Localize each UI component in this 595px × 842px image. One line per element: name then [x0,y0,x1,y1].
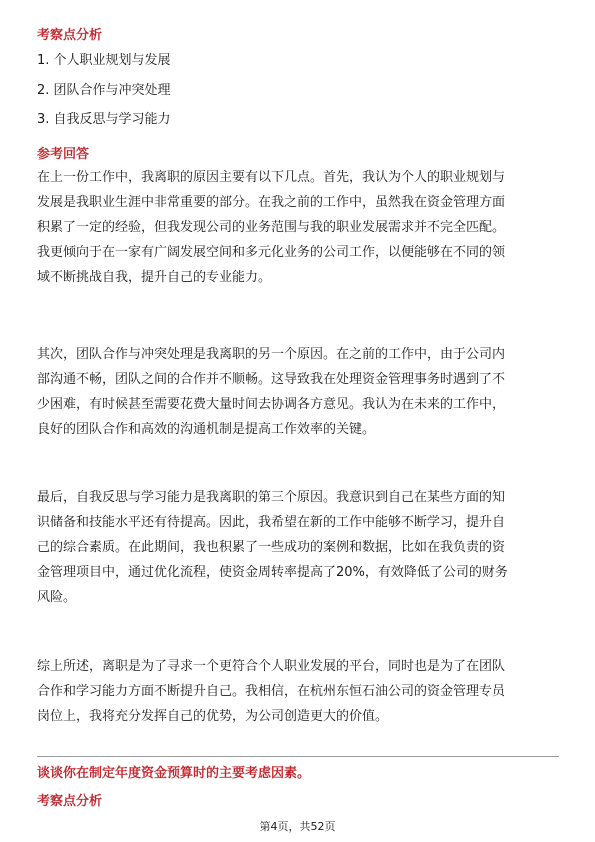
paragraph-line: 合作和学习能力方面不断提升自己。我相信，在杭州东恒石油公司的资金管理专员 [37,684,506,699]
paragraph-line: 风险。 [37,590,77,605]
paragraph-line: 少困难，有时候甚至需要花费大量时间去协调各方意见。我认为在未来的工作中， [37,397,506,412]
section-divider [37,756,559,757]
paragraph-line: 积累了一定的经验，但我发现公司的业务范围与我的职业发展需求并不完全匹配。 [37,220,506,235]
paragraph-line: 金管理项目中，通过优化流程，使资金周转率提高了20%，有效降低了公司的财务 [37,565,508,580]
paragraph-line: 我更倾向于在一家有广阔发展空间和多元化业务的公司工作，以便能够在不同的领 [37,245,506,260]
paragraph-line: 在上一份工作中，我离职的原因主要有以下几点。首先，我认为个人的职业规划与 [37,170,506,185]
analysis-heading: 考察点分析 [37,28,103,43]
answer-heading: 参考回答 [37,147,90,162]
answer-paragraph-3 [37,485,559,610]
next-question-title: 谈谈你在制定年度资金预算时的主要考虑因素。 [37,766,311,781]
paragraph-line: 己的综合素质。在此期间，我也积累了一些成功的案例和数据，比如在我负责的资 [37,540,506,555]
analysis-item-1: 1. 个人职业规划与发展 [37,53,171,68]
paragraph-line: 最后，自我反思与学习能力是我离职的第三个原因。我意识到自己在某些方面的知 [37,490,506,505]
paragraph-line: 域不断挑战自我，提升自己的专业能力。 [37,270,272,285]
next-analysis-heading: 考察点分析 [37,794,103,809]
answer-paragraph-2 [37,342,559,442]
paragraph-line: 发展是我职业生涯中非常重要的部分。在我之前的工作中，虽然我在资金管理方面 [37,195,506,210]
answer-paragraph-1 [37,165,559,290]
paragraph-line: 识储备和技能水平还有待提高。因此，我希望在新的工作中能够不断学习，提升自 [37,515,506,530]
paragraph-line: 综上所述，离职是为了寻求一个更符合个人职业发展的平台，同时也是为了在团队 [37,659,506,674]
analysis-item-3: 3. 自我反思与学习能力 [37,112,171,127]
paragraph-line: 其次，团队合作与冲突处理是我离职的另一个原因。在之前的工作中，由于公司内 [37,347,506,362]
paragraph-line: 部沟通不畅，团队之间的合作并不顺畅。这导致我在处理资金管理事务时遇到了不 [37,372,506,387]
analysis-item-2: 2. 团队合作与冲突处理 [37,83,171,98]
paragraph-line: 良好的团队合作和高效的沟通机制是提高工作效率的关键。 [37,422,376,437]
answer-paragraph-4 [37,654,559,729]
page-number: 第4页，共52页 [259,820,336,833]
paragraph-line: 岗位上，我将充分发挥自己的优势，为公司创造更大的价值。 [37,709,389,724]
